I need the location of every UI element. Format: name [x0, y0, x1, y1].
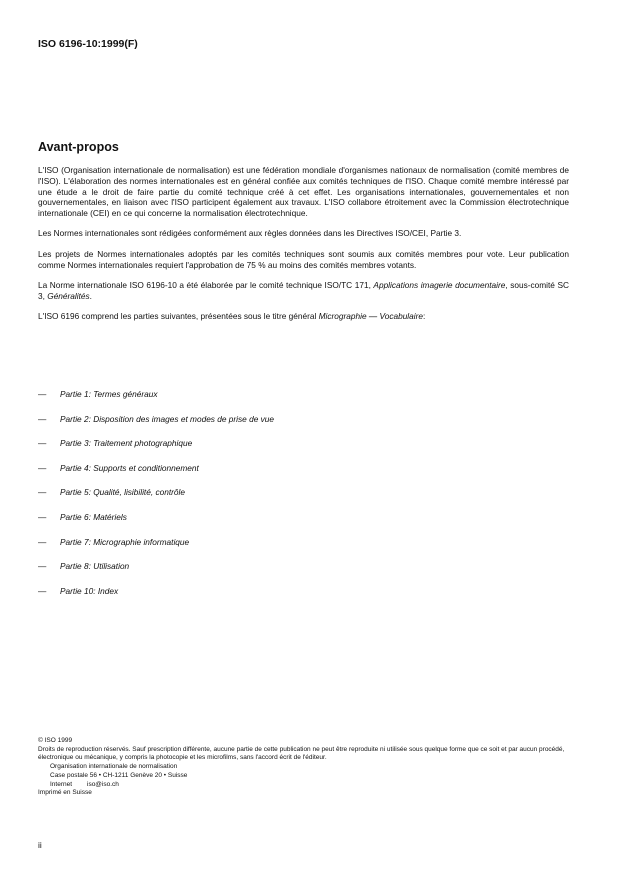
- part-title: Partie 4: Supports et conditionnement: [60, 462, 199, 473]
- part-title: Partie 7: Micrographie informatique: [60, 536, 190, 547]
- list-item: [38, 438, 558, 463]
- paragraph-parts-intro: [38, 311, 569, 322]
- committee-text-c: , sous-comité SC 3,: [38, 279, 569, 301]
- part-title: Partie 8: Utilisation: [60, 561, 130, 572]
- dash-bullet: —: [38, 511, 47, 522]
- part-title: Partie 10: Index: [60, 585, 119, 596]
- paragraph-committee: [38, 280, 569, 302]
- list-item: [38, 537, 558, 562]
- list-item: [38, 487, 558, 512]
- list-item: [38, 512, 558, 537]
- copyright-line: © ISO 1999: [38, 737, 73, 744]
- paragraph-vote: Les projets de Normes internationales adoptés par les comités techniques sont soumis aux comités membres pour vote. Leur publication comme Normes internationales requiert l'approbation de 75 % au moins des comités membres votants.: [38, 248, 569, 270]
- dash-bullet: —: [38, 487, 47, 498]
- printed-in: Imprimé en Suisse: [38, 789, 92, 797]
- parts-intro-a: L'ISO 6196 comprend les parties suivantes, présentées sous le titre général: [38, 310, 319, 321]
- parts-intro-c: :: [423, 310, 426, 321]
- parts-list: [38, 389, 558, 610]
- dash-bullet: —: [38, 438, 47, 449]
- subcommittee-title: Généralités: [47, 290, 90, 301]
- dash-bullet: —: [38, 561, 47, 572]
- list-item: [38, 463, 558, 488]
- internet-label: Internet: [50, 780, 73, 788]
- part-title: Partie 3: Traitement photographique: [60, 438, 193, 449]
- committee-title: Applications imagerie documentaire: [373, 279, 506, 290]
- part-title: Partie 6: Matériels: [60, 511, 127, 522]
- general-title: Micrographie — Vocabulaire: [318, 310, 423, 321]
- dash-bullet: —: [38, 536, 47, 547]
- committee-text-e: .: [89, 290, 92, 301]
- org-name: Organisation internationale de normalisation: [50, 763, 178, 771]
- internet-line: [38, 781, 583, 790]
- list-item: [38, 586, 558, 611]
- foreword-body: [38, 165, 569, 331]
- paragraph-iso-intro: L'ISO (Organisation internationale de normalisation) est une fédération mondiale d'organismes nationaux de normalisation (comité membres de l'ISO). L'élaboration des normes internationales est en général confiée aux comités techniques de l'ISO. Chaque comité membre intéressé par une étude a le droit de faire partie du comité technique créé à cet effet. Les organisations internationales, gouvernementales et non gouvernementales, en liaison avec l'ISO participent également aux travaux. L'ISO collabore étroitement avec la Commission électrotechnique internationale (CEI) en ce qui concerne la normalisation électrotechnique.: [38, 165, 569, 219]
- dash-bullet: —: [38, 413, 47, 424]
- dash-bullet: —: [38, 585, 47, 596]
- paragraph-directives: Les Normes internationales sont rédigées conformément aux règles données dans les Directives ISO/CEI, Partie 3.: [38, 228, 462, 239]
- dash-bullet: —: [38, 389, 47, 399]
- dash-bullet: —: [38, 462, 47, 473]
- postal-address: Case postale 56 • CH-1211 Genève 20 • Suisse: [50, 771, 188, 779]
- list-item: [38, 389, 558, 414]
- list-item: [38, 414, 558, 439]
- section-title: Avant-propos: [38, 140, 119, 154]
- list-item: [38, 561, 558, 586]
- copyright-block: [38, 737, 583, 798]
- document-id: ISO 6196-10:1999(F): [38, 38, 138, 50]
- page-number: ii: [38, 840, 42, 850]
- rights-notice: Droits de reproduction réservés. Sauf prescription différente, aucune partie de cette publication ne peut être reproduite ni utilisée sous quelque forme que ce soit et par aucun procédé, électronique ou mécanique, y compris la photocopie et les microfilms, sans l'accord écrit de l'éditeur.: [38, 745, 565, 762]
- part-title: Partie 1: Termes généraux: [60, 389, 158, 399]
- internet-email: iso@iso.ch: [87, 780, 119, 788]
- part-title: Partie 5: Qualité, lisibilité, contrôle: [60, 487, 185, 498]
- part-title: Partie 2: Disposition des images et modes de prise de vue: [60, 413, 274, 424]
- committee-text-a: La Norme internationale ISO 6196-10 a été élaborée par le comité technique ISO/TC 171,: [38, 279, 374, 290]
